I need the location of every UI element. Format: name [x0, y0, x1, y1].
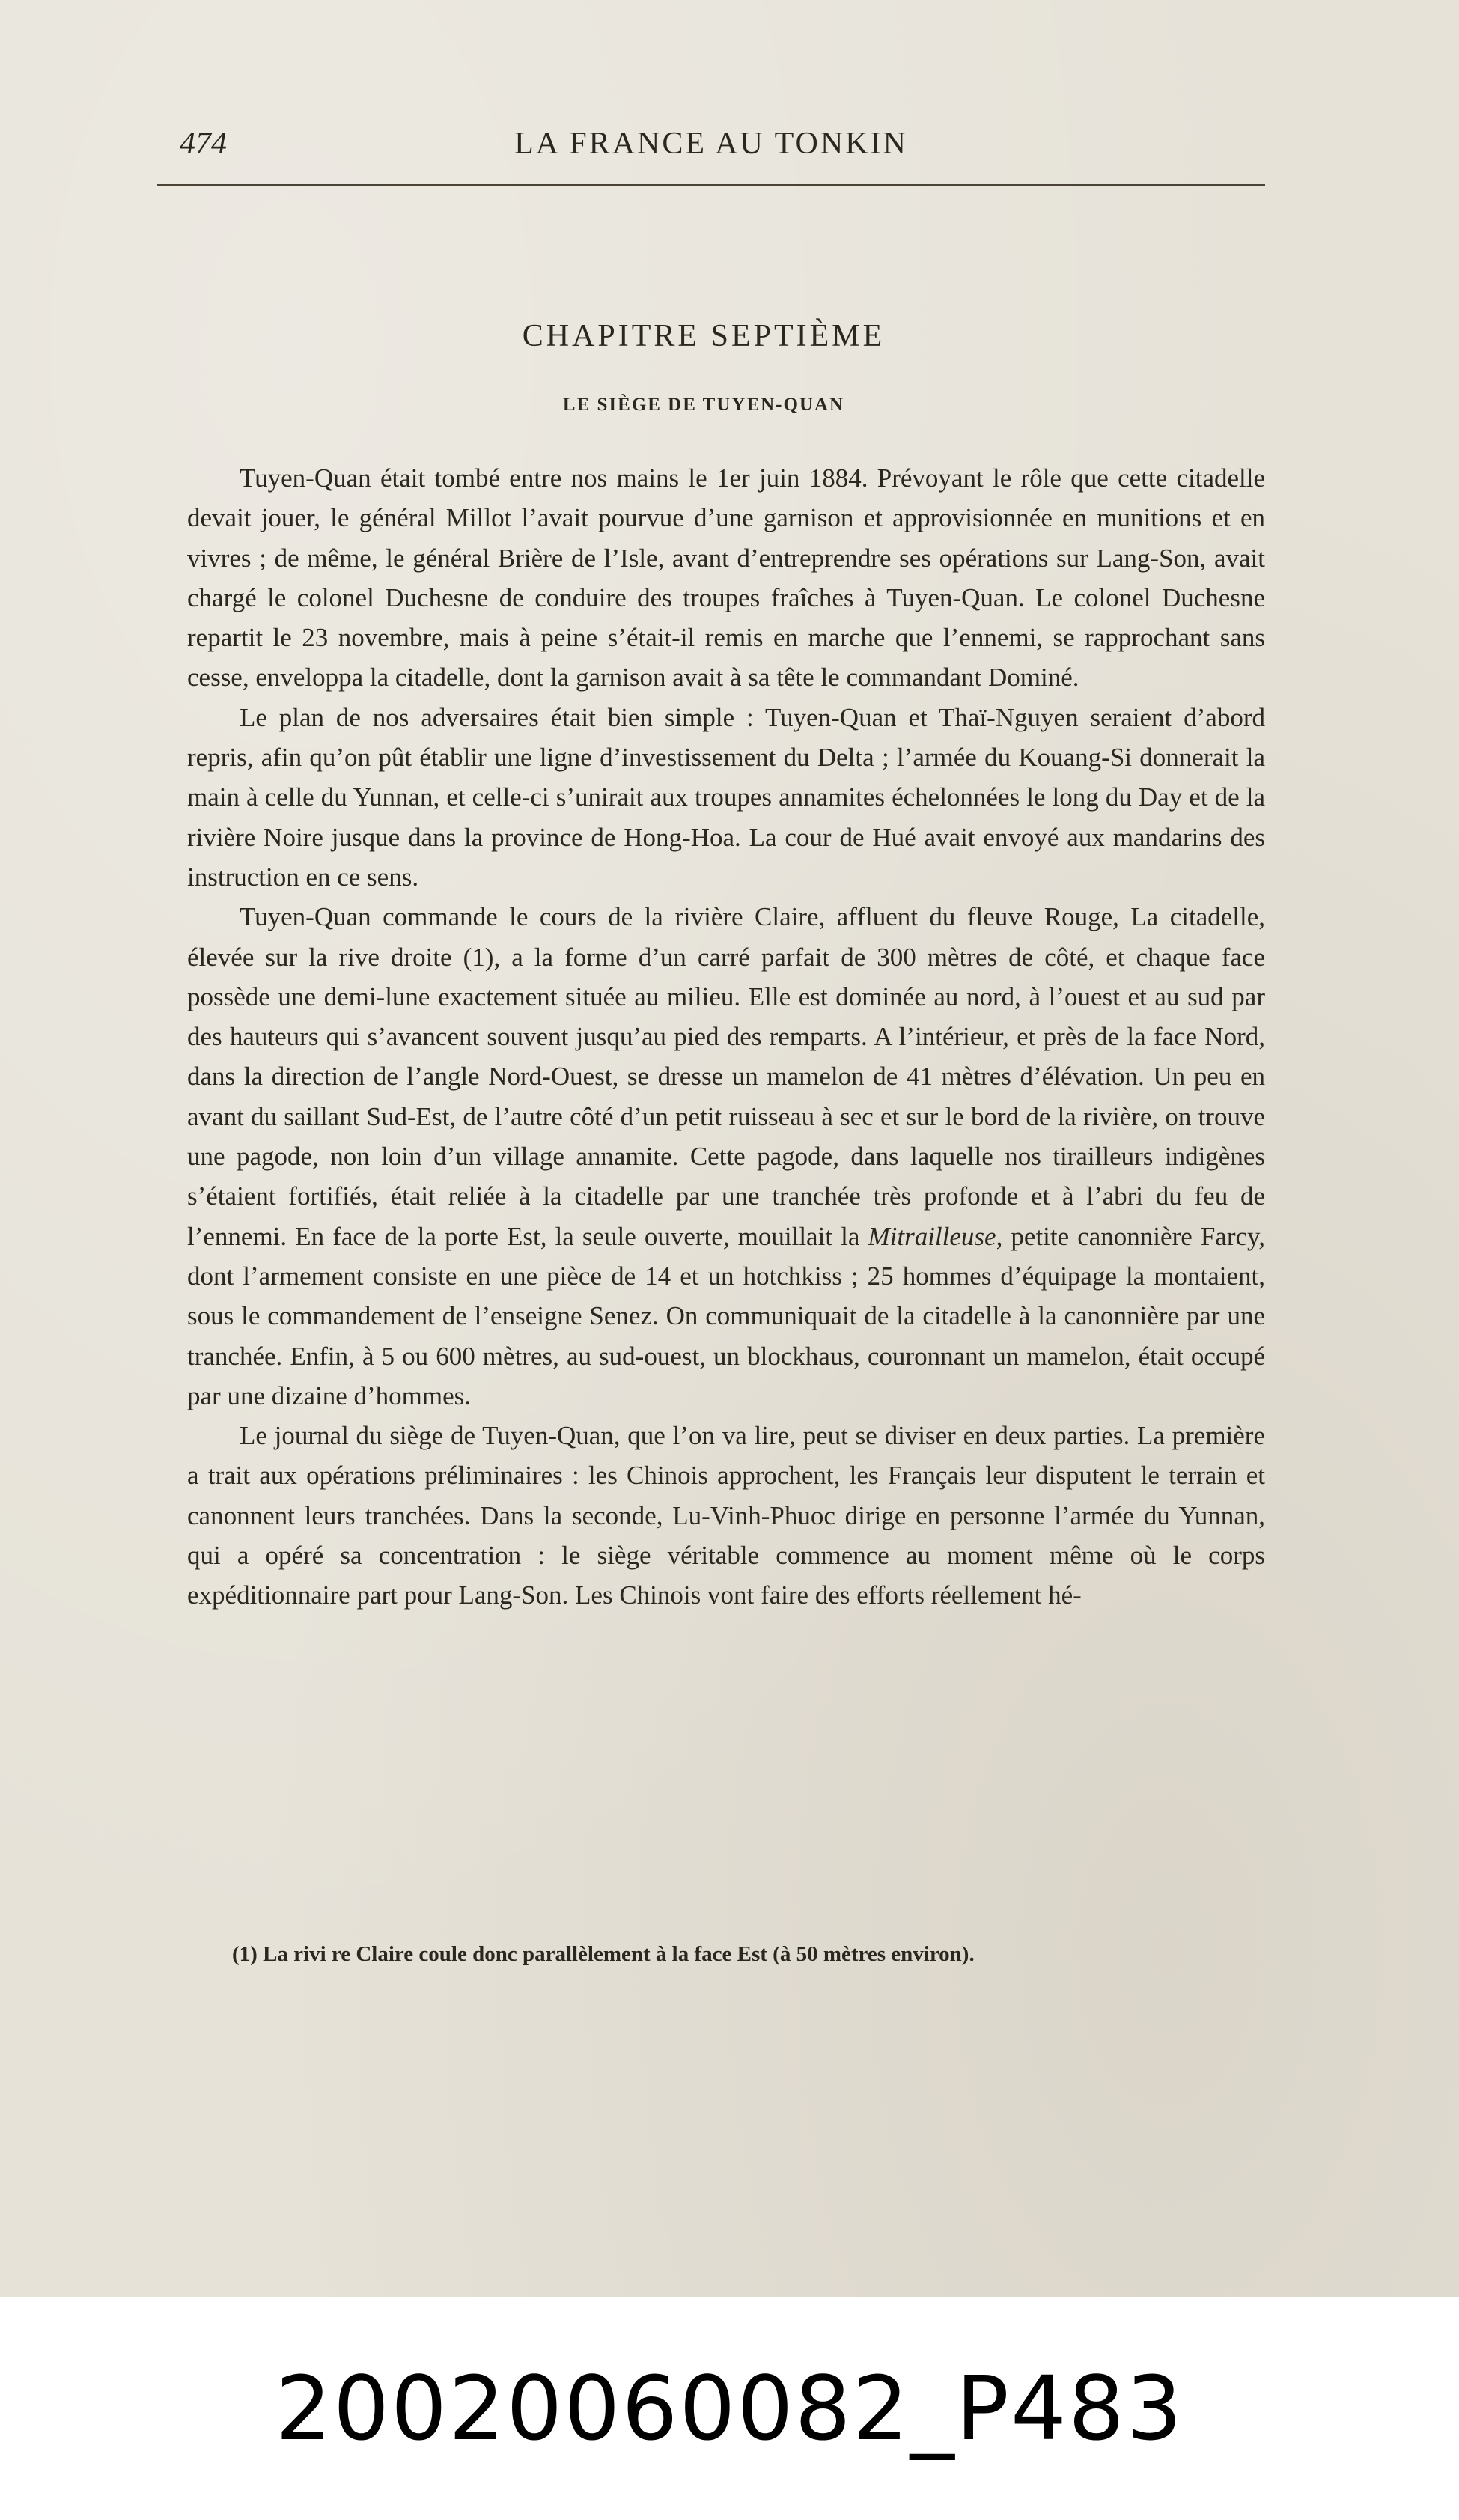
paragraph: [187, 897, 1265, 1416]
running-header: [157, 126, 1265, 171]
chapter-title: CHAPITRE SEPTIÈME: [522, 319, 886, 353]
image-caption: 20020060082_P483: [275, 2357, 1184, 2460]
footnote: (1) La rivi re Claire coule donc parallèlement à la face Est (à 50 mètres environ).: [232, 1942, 975, 1966]
paragraph: Tuyen-Quan était tombé entre nos mains le 1er juin 1884. Prévoyant le rôle que cette citadelle devait jouer, le général Millot l’avait pourvue d’une garnison et approvisionnée en munitions et en vivres ; de même, le général Brière de l’Isle, avant d’entreprendre ses opérations sur Lang-Son, avait chargé le colonel Duchesne de conduire des troupes fraîches à Tuyen-Quan. Le colonel Duchesne repartit le 23 novembre, mais à peine s’était-il remis en marche que l’ennemi, se rapprochant sans cesse, enveloppa la citadelle, dont la garnison avait à sa tête le commandant Dominé.: [187, 463, 1265, 693]
ship-name-italic: Mitrailleuse: [868, 1221, 996, 1251]
running-title: LA FRANCE AU TONKIN: [514, 127, 908, 161]
paragraph-text: , petite canonnière Farcy, dont l’armement consiste en une pièce de 14 et un hotchkiss ; 25 hommes d’équipage la montaient, sous le commandement de l’enseigne Senez. On communiquait de la citadelle à la canonnière par une tranchée. Enfin, à 5 ou 600 mètres, au sud-ouest, un blockhaus, couronnant un mamelon, était occupé par une dizaine d’hommes.: [187, 1221, 1266, 1410]
paragraph: Le journal du siège de Tuyen-Quan, que l’on va lire, peut se diviser en deux parties. La première a trait aux opérations préliminaires : les Chinois approchent, les Français leur disputent le terrain et canonnent leurs tranchées. Dans la seconde, Lu-Vinh-Phuoc dirige en personne l’armée du Yunnan, qui a opéré sa concentration : le siège véritable commence au moment même où le corps expéditionnaire part pour Lang-Son. Les Chinois vont faire des efforts réellement hé-: [187, 1421, 1265, 1610]
paragraph-text: Tuyen-Quan commande le cours de la rivière Claire, affluent du fleuve Rouge, La citadelle, élevée sur la rive droite (1), a la forme d’un carré parfait de 300 mètres de côté, et chaque face possède une demi-lune exactement située au milieu. Elle est dominée au nord, à l’ouest et au sud par des hauteurs qui s’avancent souvent jusqu’au pied des remparts. A l’intérieur, et près de la face Nord, dans la direction de l’angle Nord-Ouest, se dresse un mamelon de 41 mètres d’élévation. Un peu en avant du saillant Sud-Est, de l’autre côté d’un petit ruisseau à sec et sur le bord de la rivière, on trouve une pagode, non loin d’un village annamite. Cette pagode, dans laquelle nos tirailleurs indigènes s’étaient fortifiés, était reliée à la citadelle par une tranchée très profonde et à l’abri du feu de l’ennemi. En face de la porte Est, la seule ouverte, mouillait la: [187, 902, 1265, 1251]
body-text: [187, 458, 1265, 1616]
paragraph: Le plan de nos adversaires était bien simple : Tuyen-Quan et Thaï-Nguyen seraient d’abord repris, afin qu’on pût établir une ligne d’investissement du Delta ; l’armée du Kouang-Si donnerait la main à celle du Yunnan, et celle-ci s’unirait aux troupes annamites échelonnées le long du Day et de la rivière Noire jusque dans la province de Hong-Hoa. La cour de Hué avait envoyé aux mandarins des instruction en ce sens.: [187, 702, 1265, 892]
chapter-subtitle: LE SIÈGE DE TUYEN-QUAN: [562, 395, 845, 415]
header-rule: [157, 184, 1265, 186]
page-number: 474: [180, 127, 227, 161]
